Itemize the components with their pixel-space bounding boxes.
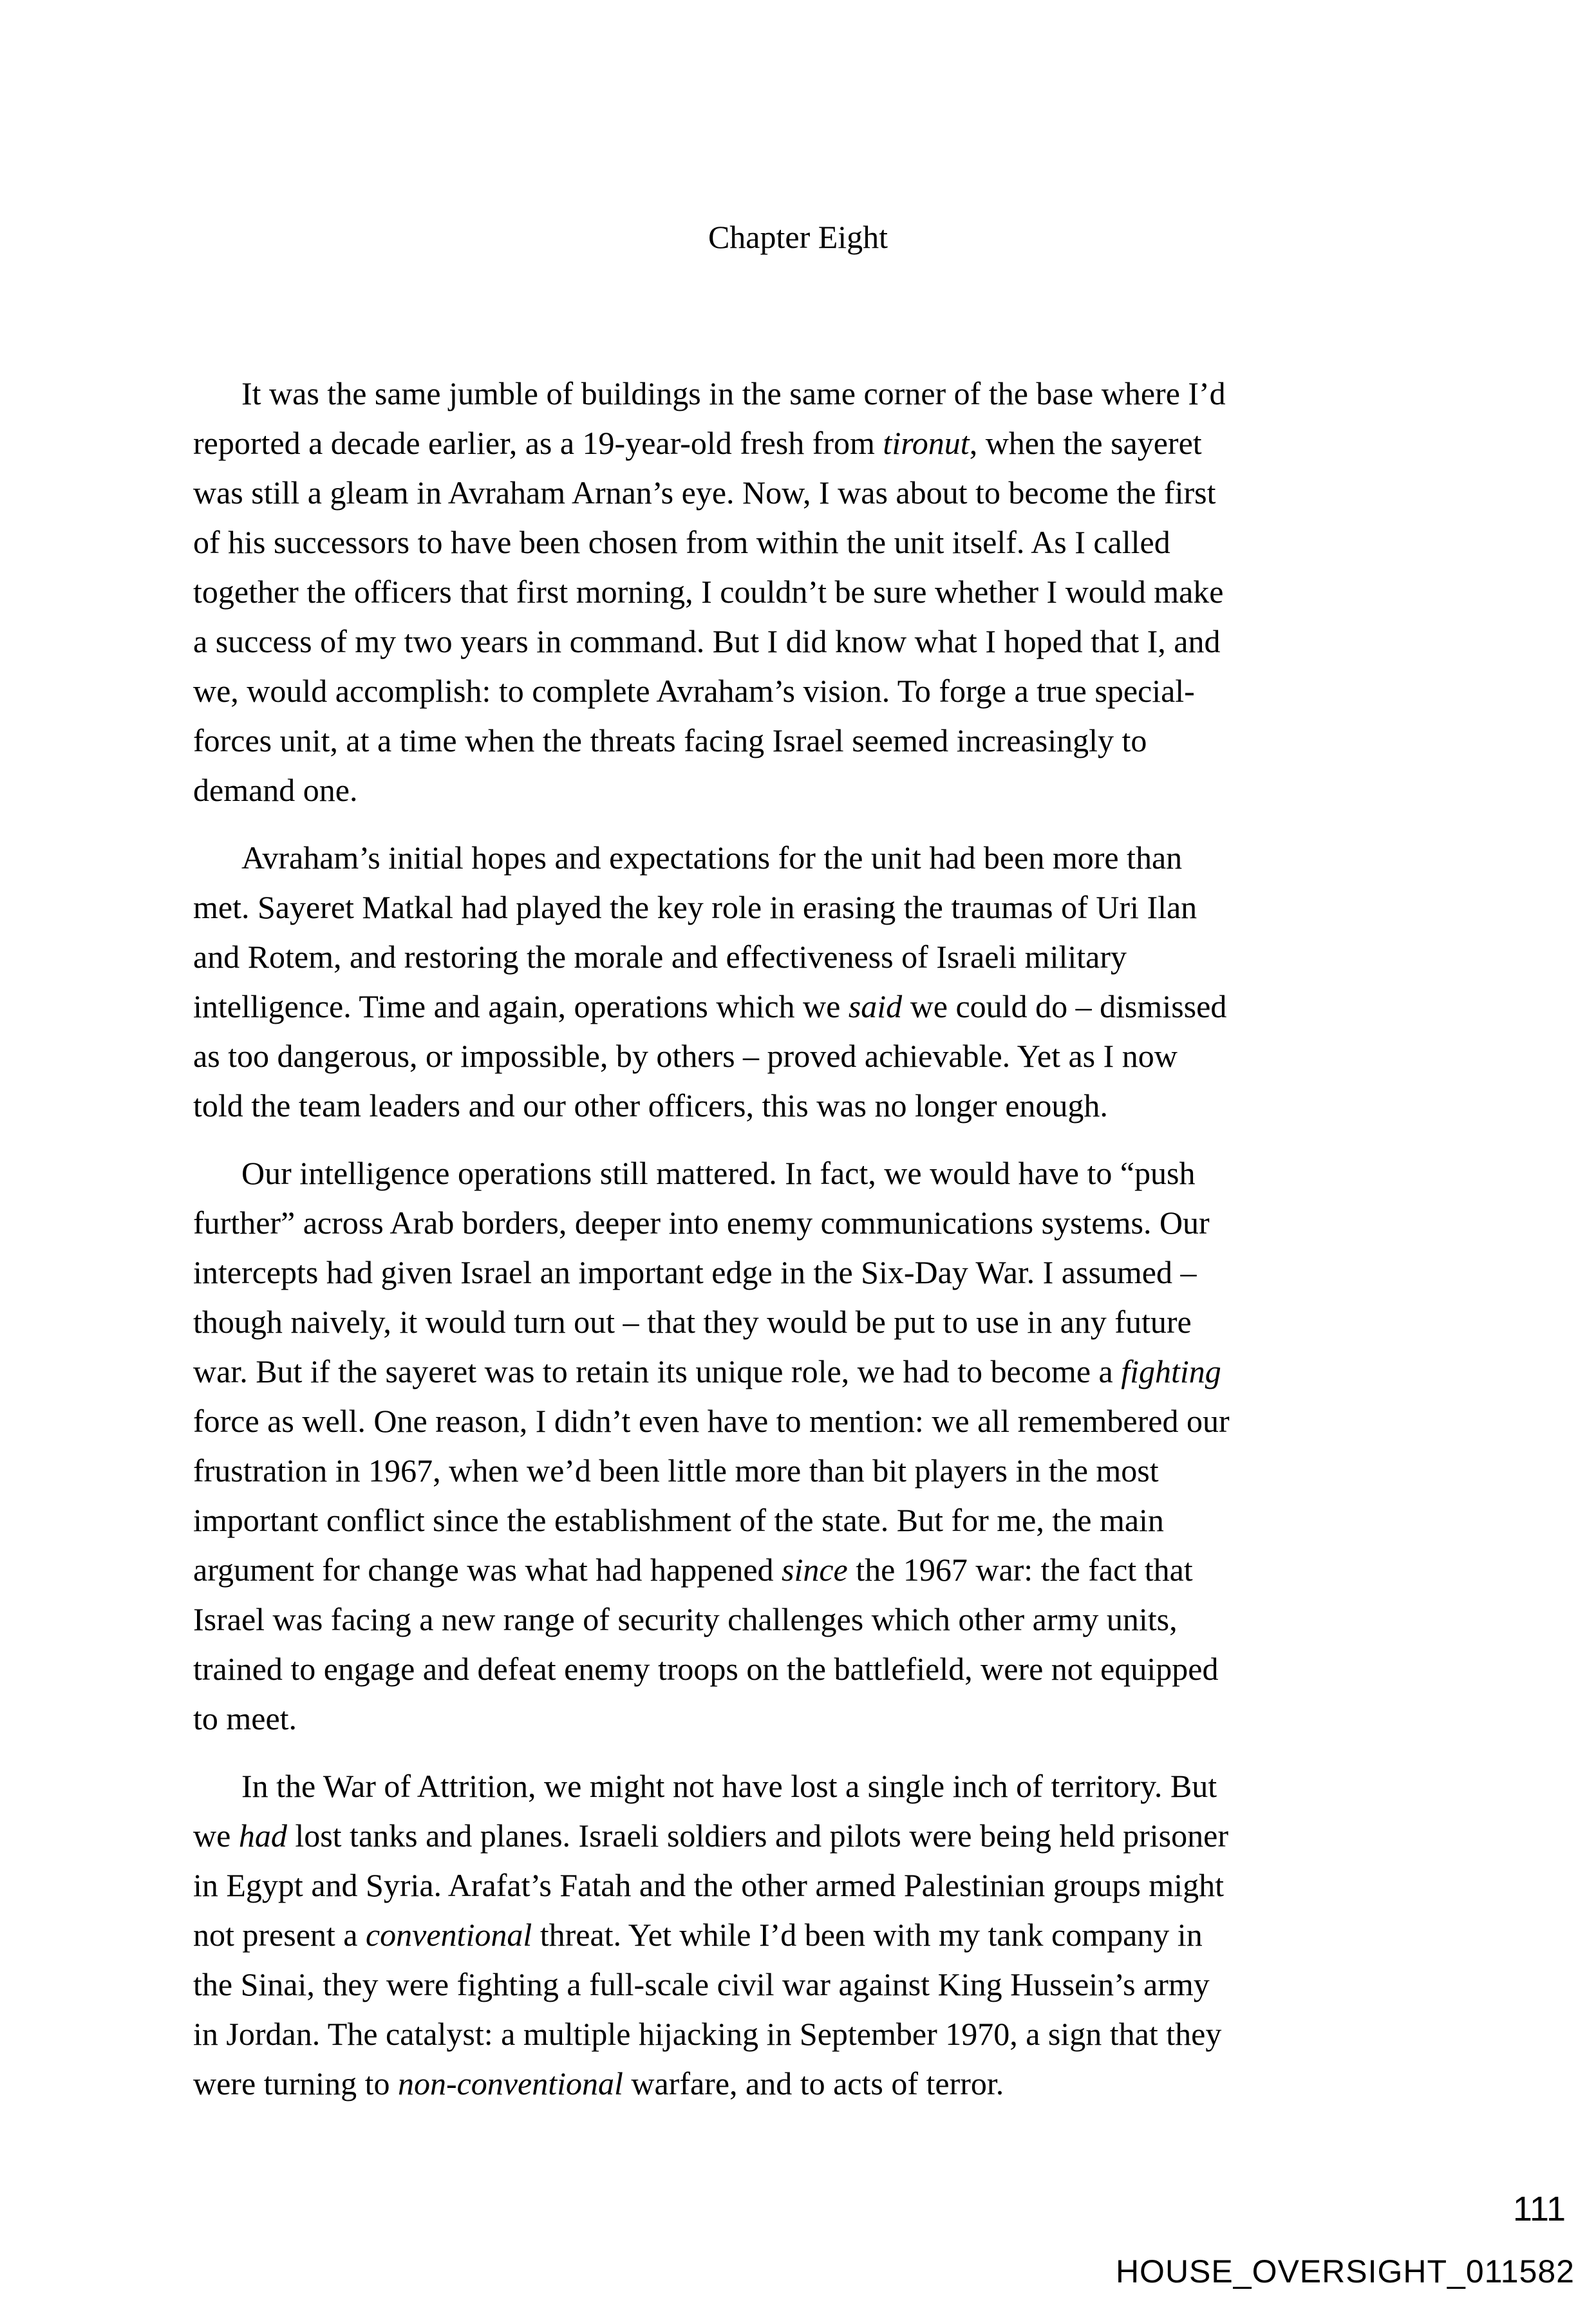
text-segment: frustration in 1967, when we’d been little more than bit players in the most bbox=[193, 1452, 1159, 1489]
text-line bbox=[193, 1811, 1413, 1861]
text-segment: trained to engage and defeat enemy troops on the battlefield, were not equipped bbox=[193, 1651, 1219, 1687]
text-segment: , when the sayeret bbox=[969, 425, 1202, 461]
text-segment: reported a decade earlier, as a 19-year-old fresh from bbox=[193, 425, 883, 461]
text-segment: demand one. bbox=[193, 772, 358, 808]
text-segment: though naively, it would turn out – that they would be put to use in any future bbox=[193, 1304, 1192, 1340]
text-segment: forces unit, at a time when the threats facing Israel seemed increasingly to bbox=[193, 722, 1147, 758]
text-line bbox=[193, 1149, 1413, 1198]
text-segment: force as well. One reason, I didn’t even have to mention: we all remembered our bbox=[193, 1403, 1230, 1439]
paragraph bbox=[193, 1762, 1413, 2109]
text-line bbox=[193, 1960, 1413, 2009]
text-segment: as too dangerous, or impossible, by others – proved achievable. Yet as I now bbox=[193, 1038, 1178, 1074]
text-segment: in Egypt and Syria. Arafat’s Fatah and the other armed Palestinian groups might bbox=[193, 1867, 1225, 1903]
text-line bbox=[193, 1545, 1413, 1595]
text-segment: argument for change was what had happened bbox=[193, 1552, 782, 1588]
text-segment: we bbox=[193, 1818, 239, 1854]
text-segment: threat. Yet while I’d been with my tank company in bbox=[532, 1917, 1203, 1953]
text-line bbox=[193, 1595, 1413, 1644]
text-line bbox=[193, 666, 1413, 716]
body-text bbox=[193, 369, 1413, 2127]
text-segment: In the War of Attrition, we might not have lost a single inch of territory. But bbox=[241, 1768, 1217, 1804]
text-line bbox=[193, 518, 1413, 567]
text-segment: together the officers that first morning, I couldn’t be sure whether I would make bbox=[193, 574, 1224, 610]
italic-text-segment: had bbox=[238, 1818, 287, 1854]
text-line bbox=[193, 833, 1413, 883]
text-segment: warfare, and to acts of terror. bbox=[623, 2065, 1004, 2101]
text-line bbox=[193, 1496, 1413, 1545]
text-segment: in Jordan. The catalyst: a multiple hijacking in September 1970, a sign that they bbox=[193, 2016, 1222, 2052]
text-line bbox=[193, 617, 1413, 666]
text-line bbox=[193, 468, 1413, 518]
text-line bbox=[193, 1694, 1413, 1744]
text-line bbox=[193, 369, 1413, 418]
text-line bbox=[193, 1762, 1413, 1811]
paragraph bbox=[193, 833, 1413, 1131]
text-segment: important conflict since the establishment of the state. But for me, the main bbox=[193, 1502, 1164, 1538]
text-segment: told the team leaders and our other officers, this was no longer enough. bbox=[193, 1087, 1108, 1123]
text-segment: intelligence. Time and again, operations which we bbox=[193, 988, 849, 1024]
text-line bbox=[193, 1198, 1413, 1248]
text-segment: we could do – dismissed bbox=[902, 988, 1227, 1024]
text-segment: we, would accomplish: to complete Avraham’s vision. To forge a true special- bbox=[193, 673, 1195, 709]
italic-text-segment: said bbox=[848, 988, 903, 1024]
text-line bbox=[193, 1248, 1413, 1297]
text-line bbox=[193, 1297, 1413, 1347]
text-line bbox=[193, 716, 1413, 766]
italic-text-segment: conventional bbox=[365, 1917, 532, 1953]
text-line bbox=[193, 1446, 1413, 1496]
text-segment: It was the same jumble of buildings in the same corner of the base where I’d bbox=[241, 375, 1226, 411]
text-line bbox=[193, 1396, 1413, 1446]
text-line bbox=[193, 418, 1413, 468]
italic-text-segment: non-conventional bbox=[397, 2065, 623, 2101]
text-segment: to meet. bbox=[193, 1700, 297, 1736]
text-segment: war. But if the sayeret was to retain its unique role, we had to become a bbox=[193, 1353, 1122, 1389]
text-line bbox=[193, 567, 1413, 617]
text-line bbox=[193, 2009, 1413, 2059]
text-line bbox=[193, 1910, 1413, 1960]
text-line bbox=[193, 766, 1413, 815]
text-segment: not present a bbox=[193, 1917, 366, 1953]
bates-stamp: HOUSE_OVERSIGHT_011582 bbox=[1115, 2253, 1575, 2289]
chapter-title: Chapter Eight bbox=[708, 219, 888, 255]
italic-text-segment: fighting bbox=[1121, 1353, 1221, 1389]
text-line bbox=[193, 1644, 1413, 1694]
text-segment: Avraham’s initial hopes and expectations for the unit had been more than bbox=[241, 840, 1183, 876]
text-segment: of his successors to have been chosen from within the unit itself. As I called bbox=[193, 524, 1170, 560]
text-segment: lost tanks and planes. Israeli soldiers and pilots were being held prisoner bbox=[286, 1818, 1228, 1854]
text-line bbox=[193, 883, 1413, 932]
text-line bbox=[193, 982, 1413, 1031]
text-line bbox=[193, 2059, 1413, 2109]
text-segment: Israel was facing a new range of security challenges which other army units, bbox=[193, 1601, 1178, 1637]
page-number: 111 bbox=[1512, 2190, 1566, 2228]
text-segment: the 1967 war: the fact that bbox=[847, 1552, 1193, 1588]
text-line bbox=[193, 1031, 1413, 1081]
text-segment: were turning to bbox=[193, 2065, 398, 2101]
text-line bbox=[193, 1347, 1413, 1396]
paragraph bbox=[193, 1149, 1413, 1744]
text-segment: intercepts had given Israel an important edge in the Six-Day War. I assumed – bbox=[193, 1254, 1197, 1290]
text-segment: the Sinai, they were fighting a full-scale civil war against King Hussein’s army bbox=[193, 1966, 1210, 2002]
text-line bbox=[193, 1081, 1413, 1131]
italic-text-segment: tironut bbox=[883, 425, 970, 461]
text-segment: Our intelligence operations still mattered. In fact, we would have to “push bbox=[241, 1155, 1196, 1191]
text-line bbox=[193, 1861, 1413, 1910]
paragraph bbox=[193, 369, 1413, 815]
text-segment: was still a gleam in Avraham Arnan’s eye. Now, I was about to become the first bbox=[193, 475, 1216, 511]
text-segment: met. Sayeret Matkal had played the key role in erasing the traumas of Uri Ilan bbox=[193, 889, 1197, 925]
text-segment: and Rotem, and restoring the morale and effectiveness of Israeli military bbox=[193, 939, 1127, 975]
text-line bbox=[193, 932, 1413, 982]
text-segment: a success of my two years in command. But I did know what I hoped that I, and bbox=[193, 623, 1221, 659]
italic-text-segment: since bbox=[782, 1552, 848, 1588]
text-segment: further” across Arab borders, deeper into enemy communications systems. Our bbox=[193, 1205, 1210, 1241]
